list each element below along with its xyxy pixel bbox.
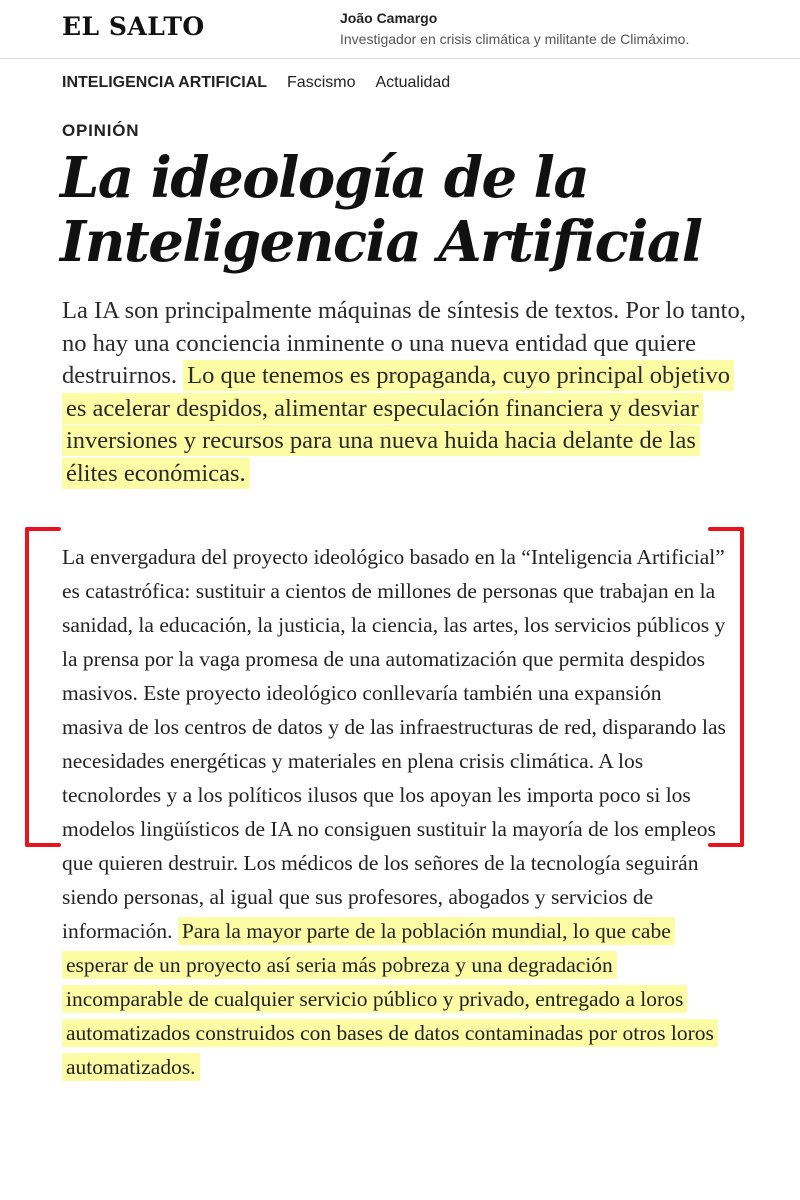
author-name[interactable]: João Camargo <box>340 10 438 26</box>
bracket-left-vertical <box>25 527 29 847</box>
article-paragraph <box>62 540 727 1084</box>
paragraph-text: La envergadura del proyecto ideológico basado en la “Inteligencia Artificial” es catastrófica: sustituir a cientos de millones de personas que trabajan en la sanidad, la educación, la justicia, la ciencia, las artes, los servicios públicos y la prensa por la vaga promesa de una automatización que permita despidos masivos. Este proyecto ideológico conllevaría también una expansión masiva de los centros de datos y de las infraestructuras de red, disparando las necesidades energéticas y materiales en plena crisis climática. A los tecnolordes y a los políticos ilusos que los apoyan les importa poco si los modelos lingüísticos de IA no consiguen sustituir la mayoría de los empleos que quieren destruir. Los médicos de los señores de la tecnología seguirán siendo personas, al igual que sus profesores, abogados y servicios de información. <box>62 545 726 943</box>
paragraph-highlighted-text: Para la mayor parte de la población mundial, lo que cabe esperar de un proyecto así seria más pobreza y una degradación incomparable de cualquier servicio público y privado, entregado a loros automatizados construidos con bases de datos contaminadas por otros loros automatizados. <box>62 917 718 1081</box>
article-lead <box>62 295 752 490</box>
site-logo[interactable]: EL SALTO <box>62 12 205 41</box>
author-bio: Investigador en crisis climática y militante de Climáximo. <box>340 31 690 47</box>
site-header <box>0 0 800 59</box>
article-title: La ideología de la Inteligencia Artificial <box>60 145 702 275</box>
nav-item-actualidad[interactable]: Actualidad <box>375 74 451 91</box>
lead-text: La IA son principalmente máquinas de síntesis de textos. Por lo tanto, no hay una conciencia inminente o una nueva entidad que quiere destruirnos. <box>62 297 746 389</box>
bracket-right-bottom <box>708 843 744 847</box>
bracket-left-bottom <box>25 843 61 847</box>
bracket-left-top <box>25 527 61 531</box>
bracket-right-top <box>708 527 744 531</box>
topic-nav <box>62 74 450 92</box>
bracket-right-vertical <box>740 527 744 847</box>
nav-item-fascismo[interactable]: Fascismo <box>287 74 356 91</box>
section-label[interactable]: OPINIÓN <box>62 121 140 140</box>
lead-highlighted-text: Lo que tenemos es propaganda, cuyo principal objetivo es acelerar despidos, alimentar especulación financiera y desviar inversiones y recursos para una nueva huida hacia delante de las élites económicas. <box>62 360 734 489</box>
nav-item-inteligencia-artificial[interactable]: INTELIGENCIA ARTIFICIAL <box>62 74 268 91</box>
